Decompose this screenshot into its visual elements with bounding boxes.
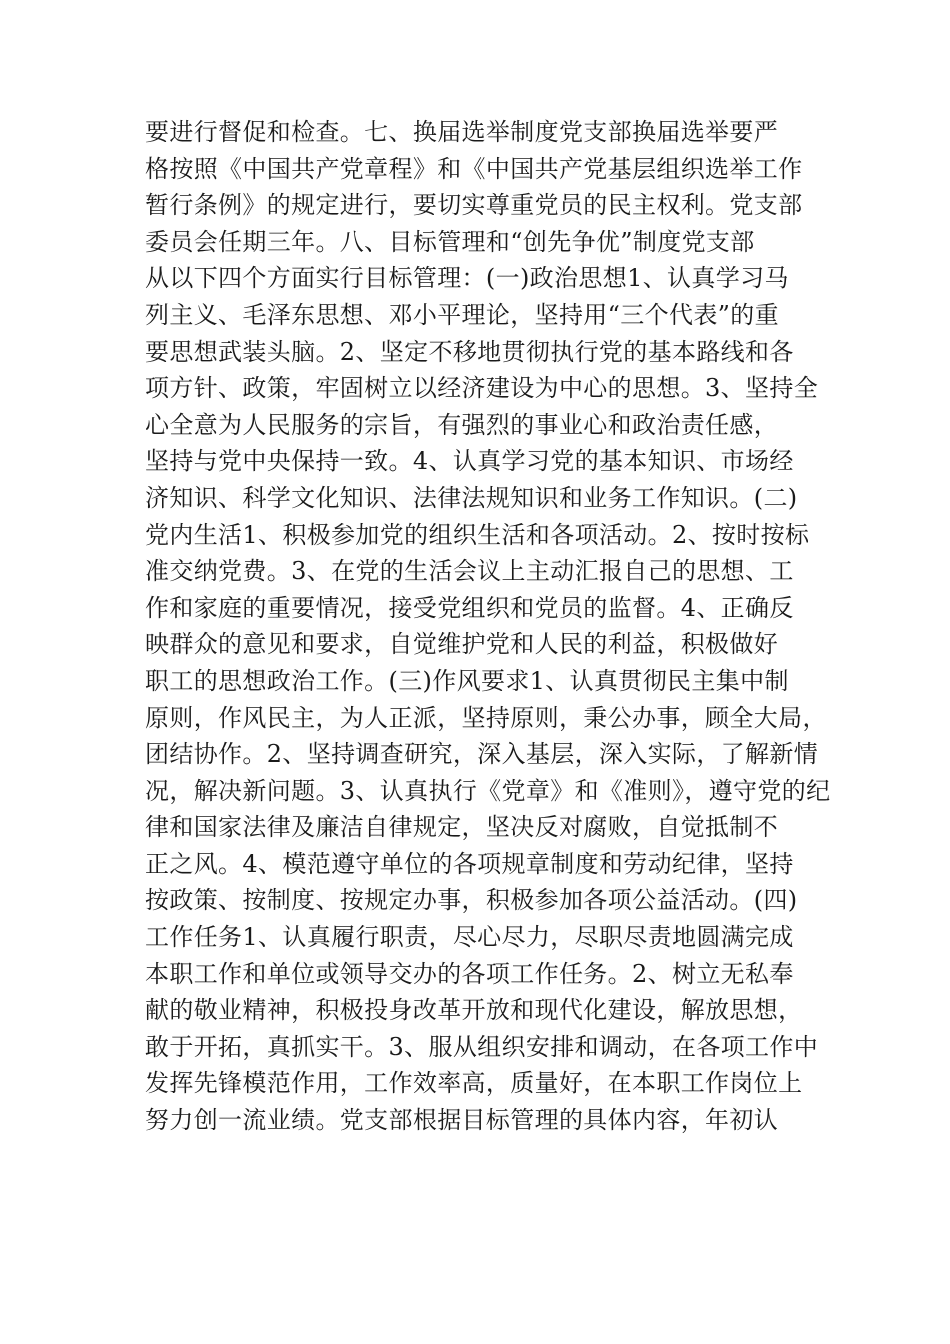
text-line: 要进行督促和检查。七、换届选举制度党支部换届选举要严 bbox=[145, 118, 779, 146]
text-line: 按政策、按制度、按规定办事，积极参加各项公益活动。(四) bbox=[145, 886, 798, 915]
text-line: 敢于开拓，真抓实干。3、服从组织安排和调动，在各项工作中 bbox=[145, 1032, 819, 1061]
text-line: 委员会任期三年。八、目标管理和“创先争优”制度党支部 bbox=[145, 227, 755, 256]
text-line: 献的敬业精神，积极投身改革开放和现代化建设，解放思想， bbox=[145, 996, 803, 1025]
text-line: 正之风。4、模范遵守单位的各项规章制度和劳动纪律，坚持 bbox=[145, 849, 794, 878]
text-line: 律和国家法律及廉洁自律规定，坚决反对腐败，自觉抵制不 bbox=[145, 813, 779, 842]
text-line: 济知识、科学文化知识、法律法规知识和业务工作知识。(二) bbox=[145, 483, 798, 512]
text-line: 暂行条例》的规定进行，要切实尊重党员的民主权利。党支部 bbox=[145, 191, 803, 220]
text-line: 职工的思想政治工作。(三)作风要求1、认真贯彻民主集中制 bbox=[145, 666, 789, 695]
text-line: 要思想武装头脑。2、坚定不移地贯彻执行党的基本路线和各 bbox=[145, 337, 794, 366]
text-line: 坚持与党中央保持一致。4、认真学习党的基本知识、市场经 bbox=[145, 447, 794, 476]
text-line: 工作任务1、认真履行职责，尽心尽力，尽职尽责地圆满完成 bbox=[145, 923, 794, 952]
text-line: 本职工作和单位或领导交办的各项工作任务。2、树立无私奉 bbox=[145, 959, 794, 988]
text-line: 心全意为人民服务的宗旨，有强烈的事业心和政治责任感， bbox=[145, 410, 779, 439]
body-text bbox=[145, 114, 831, 1139]
text-line: 格按照《中国共产党章程》和《中国共产党基层组织选举工作 bbox=[145, 154, 803, 183]
text-line: 从以下四个方面实行目标管理：(一)政治思想1、认真学习马 bbox=[145, 264, 789, 293]
text-line: 团结协作。2、坚持调查研究，深入基层，深入实际，了解新情 bbox=[145, 740, 819, 769]
text-line: 映群众的意见和要求，自觉维护党和人民的利益，积极做好 bbox=[145, 630, 779, 659]
text-line: 作和家庭的重要情况，接受党组织和党员的监督。4、正确反 bbox=[145, 593, 794, 622]
text-line: 准交纳党费。3、在党的生活会议上主动汇报自己的思想、工 bbox=[145, 557, 794, 586]
text-line: 发挥先锋模范作用，工作效率高，质量好，在本职工作岗位上 bbox=[145, 1069, 803, 1098]
text-line: 原则，作风民主，为人正派，坚持原则，秉公办事，顾全大局， bbox=[145, 703, 827, 732]
text-line: 项方针、政策，牢固树立以经济建设为中心的思想。3、坚持全 bbox=[145, 374, 819, 403]
text-line: 列主义、毛泽东思想、邓小平理论，坚持用“三个代表”的重 bbox=[145, 300, 779, 329]
text-line: 党内生活1、积极参加党的组织生活和各项活动。2、按时按标 bbox=[145, 520, 810, 549]
text-line: 况，解决新问题。3、认真执行《党章》和《准则》，遵守党的纪 bbox=[145, 776, 831, 805]
text-line: 努力创一流业绩。党支部根据目标管理的具体内容，年初认 bbox=[145, 1106, 779, 1135]
